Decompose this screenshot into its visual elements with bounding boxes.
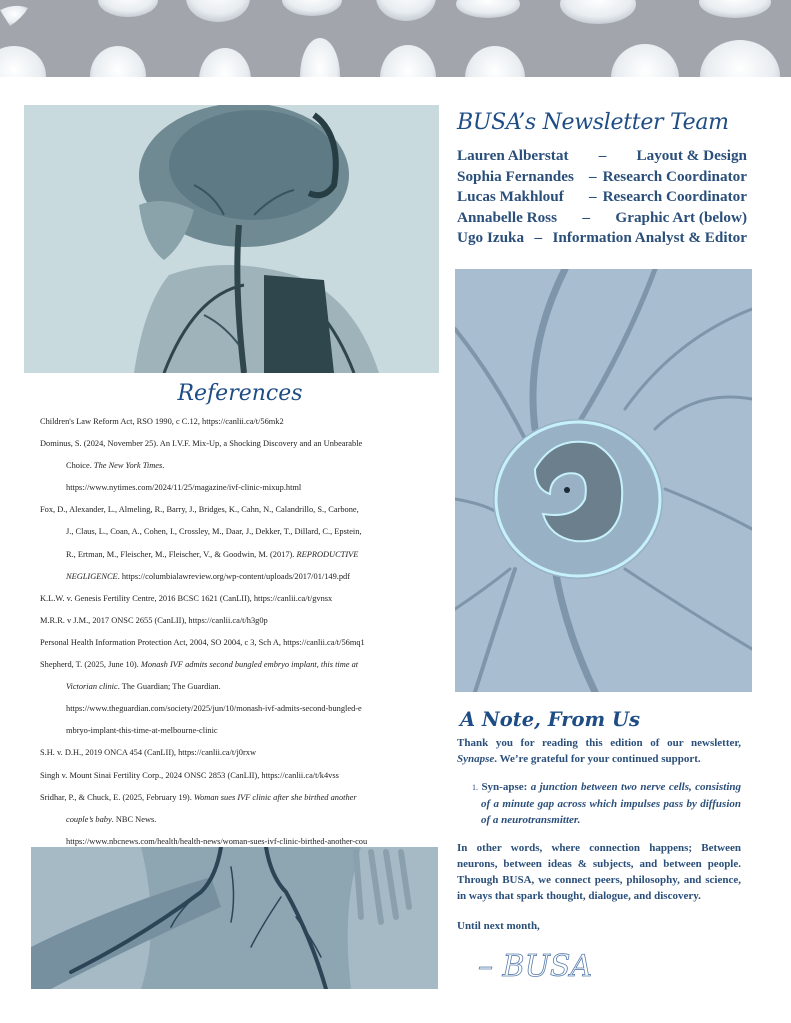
reference-title-italic: couple’s baby [66, 814, 112, 824]
references-list [40, 411, 440, 875]
reference-line [40, 521, 440, 543]
newsletter-name: Synapse [457, 753, 495, 765]
reference-line [40, 433, 440, 455]
note-body: In other words, where connection happens; Between neurons, between ideas & subjects, and between people. Through BUSA, we connect peers, philosophy, and science, in ways that spark thought, dialogue, and discovery. [457, 842, 741, 902]
member-dash: – [589, 188, 597, 205]
reference-line [40, 566, 440, 588]
member-role: Information Analyst & Editor [552, 229, 747, 246]
reference-text: . https://columbialawreview.org/wp-content/uploads/2017/01/149.pdf [117, 571, 351, 581]
reference-title-italic: Victorian clinic [66, 682, 118, 692]
reference-line [40, 477, 440, 499]
team-member [457, 187, 747, 208]
newsletter-team-section [457, 110, 747, 249]
member-name: Annabelle Ross [457, 208, 558, 226]
reference-title-italic: The New York Times [93, 461, 163, 471]
reference-line [40, 765, 440, 787]
header-banner [0, 0, 791, 77]
reference-line [40, 676, 440, 698]
busa-signature [478, 940, 618, 990]
limb-angiogram-image [31, 847, 438, 989]
synapse-definition [457, 779, 741, 828]
definition-number: 1. [472, 783, 478, 792]
definition-text: a junction between two nerve cells, consisting of a minute gap across which impulses pass by diffusion of a neurotransmitter. [481, 781, 742, 826]
embryo-graphic-art-image [455, 269, 752, 692]
team-title: BUSA’s Newsletter Team [457, 110, 729, 135]
reference-text: K.L.W. v. Genesis Fertility Centre, 2016 BCSC 1621 (CanLII), https://canlii.ca/t/gvnsx [40, 593, 333, 603]
member-dash: – [582, 208, 590, 226]
definition-term: Syn-apse: [481, 781, 528, 793]
reference-text: Choice. [66, 461, 94, 471]
reference-title-italic: NEGLIGENCE [66, 571, 118, 581]
reference-text: Personal Health Information Protection Act, 2004, SO 2004, c 3, Sch A, https://canlii.ca/t/56mq1 [40, 637, 365, 647]
reference-line [40, 787, 440, 809]
team-member [457, 208, 747, 229]
reference-text: Children's Law Reform Act, RSO 1990, c C.12, https://canlii.ca/t/56mk2 [40, 417, 284, 426]
reference-title-italic: Woman sues IVF clinic after she birthed another [193, 792, 357, 802]
team-list [457, 146, 747, 249]
note-title: A Note, From Us [460, 708, 640, 731]
member-dash: – [534, 229, 543, 246]
reference-text: R., Ertman, M., Fleischer, M., Fleischer, V., & Goodwin, M. (2017). [66, 549, 297, 559]
member-role: Research Coordinator [602, 188, 747, 205]
references-section [40, 381, 440, 875]
reference-text: Sridhar, P., & Chuck, E. (2025, February 19). [40, 792, 194, 802]
banner-pattern-image [0, 0, 791, 77]
reference-line [40, 720, 440, 742]
team-member [457, 167, 747, 188]
reference-line [40, 588, 440, 610]
reference-title-italic: Monash IVF admits second bungled embryo implant, this time at [140, 660, 359, 670]
note-intro [457, 735, 741, 767]
reference-line [40, 610, 440, 632]
reference-text: https://www.nbcnews.com/health/health-news/woman-sues-ivf-clinic-birthed-another-cou [66, 836, 368, 846]
reference-text: Dominus, S. (2024, November 25). An I.V.F. Mix-Up, a Shocking Discovery and an Unbearable [40, 439, 363, 449]
member-name: Sophia Fernandes [457, 167, 574, 185]
note-closing: Until next month, [457, 920, 540, 932]
signature-text: – BUSA [478, 949, 593, 984]
references-title: References [177, 381, 303, 406]
reference-text: Shepherd, T. (2025, June 10). [40, 660, 141, 670]
reference-line [40, 455, 440, 477]
reference-text: . [162, 461, 165, 471]
reference-text: Singh v. Mount Sinai Fertility Corp., 2024 ONSC 2853 (CanLII), https://canlii.ca/t/k4vss [40, 770, 339, 780]
reference-line [40, 499, 440, 521]
reference-line [40, 411, 440, 433]
intro-text: Thank you for reading this edition of our newsletter, [457, 737, 741, 749]
note-section [457, 708, 741, 934]
team-member [457, 228, 747, 249]
member-dash: – [589, 167, 597, 185]
reference-text: https://www.theguardian.com/society/2025/jun/10/monash-ivf-admits-second-bungled-e [66, 704, 362, 714]
reference-text: J., Claus, L., Coan, A., Cohen, I., Crossley, M., Daar, J., Dekker, T., Dillard, C., Epstein, [66, 527, 362, 537]
intro-text-end: . We’re grateful for your continued support. [494, 753, 701, 765]
reference-line [40, 632, 440, 654]
reference-text: mbryo-implant-this-time-at-melbourne-clinic [66, 726, 218, 736]
member-dash: – [598, 147, 607, 164]
reference-line [40, 544, 440, 566]
reference-line [40, 809, 440, 831]
reference-text: . The Guardian; The Guardian. [117, 682, 221, 692]
member-role: Layout & Design [636, 147, 748, 164]
reference-text: Fox, D., Alexander, L., Almeling, R., Barry, J., Bridges, K., Cahn, N., Calandrillo, S., Carbone, [40, 505, 359, 515]
reference-title-italic: REPRODUCTIVE [296, 549, 359, 559]
reference-line [40, 698, 440, 720]
member-role: Graphic Art (below) [615, 208, 747, 226]
team-member [457, 146, 747, 167]
reference-line [40, 654, 440, 676]
reference-line [40, 742, 440, 764]
reference-text: S.H. v. D.H., 2019 ONCA 454 (CanLII), https://canlii.ca/t/j0rxw [40, 748, 257, 758]
member-name: Lauren Alberstat [457, 147, 569, 164]
member-name: Ugo Izuka [457, 229, 525, 246]
infant-angiogram-image [24, 105, 439, 373]
reference-text: https://www.nytimes.com/2024/11/25/magazine/ivf-clinic-mixup.html [66, 483, 302, 493]
reference-text: . NBC News. [111, 814, 157, 824]
reference-text: M.R.R. v J.M., 2017 ONSC 2655 (CanLII), https://canlii.ca/t/h3g0p [40, 615, 268, 625]
member-role: Research Coordinator [602, 167, 747, 185]
member-name: Lucas Makhlouf [457, 188, 564, 205]
